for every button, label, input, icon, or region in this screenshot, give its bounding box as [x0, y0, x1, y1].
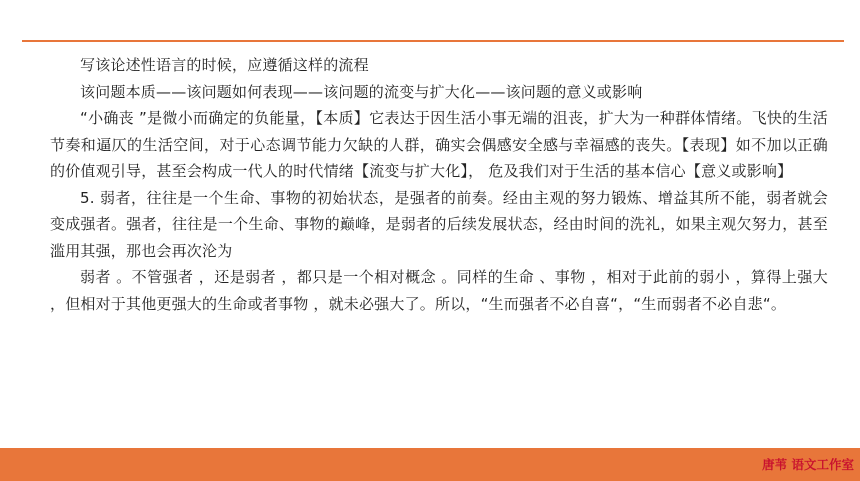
paragraph-example-weak-strong: 5. 弱者，往往是一个生命、事物的初始状态，是强者的前奏。经由主观的努力锻炼、增益其所不能，弱者就会变成强者。强者，往往是一个生命、事物的巅峰，是弱者的后续发展状态，经由时间的洗礼，如果主观欠努力，甚至滥用其强，那也会再次沦为	[50, 188, 828, 260]
paragraph-intro: 写该论述性语言的时候，应遵循这样的流程	[80, 56, 369, 74]
document-body	[50, 52, 828, 317]
footer-bar	[0, 448, 860, 481]
paragraph-continuation: 弱者 。不管强者 ，还是弱者 ，都只是一个相对概念 。同样的生命 、事物 ，相对于此前的弱小 ，算得上强大 ，但相对于其他更强大的生命或者事物 ，就未必强大了。所以，“生而强者不必自喜“，“生而弱者不必自悲“。	[50, 268, 828, 313]
footer-studio-label: 唐苇 语文工作室	[762, 457, 854, 472]
header-divider	[22, 40, 844, 42]
paragraph-example-xiaoquesang: “小确丧 ”是微小而确定的负能量，【本质】它表达于因生活小事无端的沮丧，扩大为一种群体情绪。飞快的生活节奏和逼仄的生活空间，对于心态调节能力欠缺的人群，确实会偶感安全感与幸福感的丧失。【表现】如不加以正确的价值观引导，甚至会构成一代人的时代情绪【流变与扩大化】， 危及我们对于生活的基本信心【意义或影响】	[50, 109, 828, 180]
paragraph-flow: 该问题本质——该问题如何表现——该问题的流变与扩大化——该问题的意义或影响	[80, 82, 643, 101]
